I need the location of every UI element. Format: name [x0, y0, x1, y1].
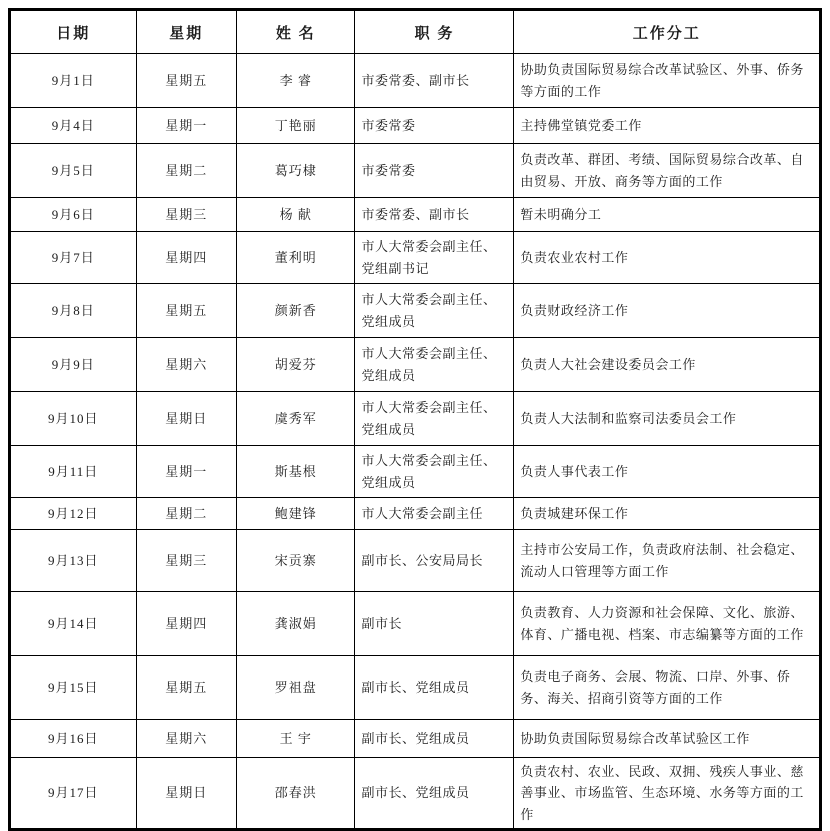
cell-position: 市人大常委会副主任、党组成员 [355, 338, 514, 392]
cell-name: 丁艳丽 [237, 108, 355, 144]
cell-weekday: 星期二 [136, 498, 237, 530]
cell-name: 宋贡寨 [237, 530, 355, 592]
table-row [10, 338, 821, 392]
table-row [10, 108, 821, 144]
cell-weekday: 星期一 [136, 108, 237, 144]
cell-duty: 负责教育、人力资源和社会保障、文化、旅游、体育、广播电视、档案、市志编纂等方面的工作 [514, 592, 821, 656]
cell-date: 9月4日 [10, 108, 137, 144]
cell-name: 董利明 [237, 232, 355, 284]
header-position: 职 务 [355, 10, 514, 54]
cell-duty: 负责改革、群团、考绩、国际贸易综合改革、自由贸易、开放、商务等方面的工作 [514, 144, 821, 198]
cell-name: 杨 献 [237, 198, 355, 232]
cell-weekday: 星期日 [136, 758, 237, 830]
table-row [10, 284, 821, 338]
cell-weekday: 星期日 [136, 392, 237, 446]
cell-position: 市委常委 [355, 108, 514, 144]
cell-duty: 协助负责国际贸易综合改革试验区、外事、侨务等方面的工作 [514, 54, 821, 108]
cell-name: 李 睿 [237, 54, 355, 108]
cell-weekday: 星期四 [136, 592, 237, 656]
table-row [10, 198, 821, 232]
cell-duty: 协助负责国际贸易综合改革试验区工作 [514, 720, 821, 758]
cell-weekday: 星期三 [136, 530, 237, 592]
cell-date: 9月16日 [10, 720, 137, 758]
cell-date: 9月10日 [10, 392, 137, 446]
cell-name: 邵春洪 [237, 758, 355, 830]
cell-name: 胡爱芬 [237, 338, 355, 392]
table-header-row [10, 10, 821, 54]
cell-date: 9月1日 [10, 54, 137, 108]
cell-position: 副市长、党组成员 [355, 656, 514, 720]
cell-duty: 暂未明确分工 [514, 198, 821, 232]
cell-name: 颜新香 [237, 284, 355, 338]
cell-weekday: 星期四 [136, 232, 237, 284]
table-row [10, 592, 821, 656]
cell-position: 市人大常委会副主任 [355, 498, 514, 530]
cell-weekday: 星期五 [136, 284, 237, 338]
table-row [10, 54, 821, 108]
cell-duty: 负责财政经济工作 [514, 284, 821, 338]
cell-duty: 负责农业农村工作 [514, 232, 821, 284]
cell-weekday: 星期六 [136, 720, 237, 758]
cell-weekday: 星期五 [136, 54, 237, 108]
cell-duty: 负责人大法制和监察司法委员会工作 [514, 392, 821, 446]
cell-duty: 负责人事代表工作 [514, 446, 821, 498]
cell-date: 9月11日 [10, 446, 137, 498]
cell-date: 9月14日 [10, 592, 137, 656]
cell-duty: 主持市公安局工作，负责政府法制、社会稳定、流动人口管理等方面工作 [514, 530, 821, 592]
cell-date: 9月7日 [10, 232, 137, 284]
cell-date: 9月5日 [10, 144, 137, 198]
cell-weekday: 星期一 [136, 446, 237, 498]
cell-duty: 负责城建环保工作 [514, 498, 821, 530]
cell-position: 市人大常委会副主任、党组成员 [355, 392, 514, 446]
cell-name: 斯基根 [237, 446, 355, 498]
cell-name: 王 宇 [237, 720, 355, 758]
cell-position: 副市长、党组成员 [355, 758, 514, 830]
cell-position: 市委常委、副市长 [355, 198, 514, 232]
table-row [10, 530, 821, 592]
cell-name: 虞秀军 [237, 392, 355, 446]
cell-position: 市委常委 [355, 144, 514, 198]
table-row [10, 498, 821, 530]
table-row [10, 144, 821, 198]
cell-name: 鲍建锋 [237, 498, 355, 530]
table-row [10, 656, 821, 720]
cell-position: 市人大常委会副主任、党组成员 [355, 284, 514, 338]
cell-date: 9月9日 [10, 338, 137, 392]
header-weekday: 星期 [136, 10, 237, 54]
cell-date: 9月17日 [10, 758, 137, 830]
cell-position: 市委常委、副市长 [355, 54, 514, 108]
cell-date: 9月6日 [10, 198, 137, 232]
table-row [10, 232, 821, 284]
table-row [10, 720, 821, 758]
cell-weekday: 星期二 [136, 144, 237, 198]
cell-weekday: 星期六 [136, 338, 237, 392]
cell-date: 9月15日 [10, 656, 137, 720]
cell-name: 葛巧棣 [237, 144, 355, 198]
cell-date: 9月13日 [10, 530, 137, 592]
table-row [10, 758, 821, 830]
cell-weekday: 星期五 [136, 656, 237, 720]
cell-duty: 负责农村、农业、民政、双拥、残疾人事业、慈善事业、市场监管、生态环境、水务等方面的工作 [514, 758, 821, 830]
cell-date: 9月12日 [10, 498, 137, 530]
cell-duty: 负责人大社会建设委员会工作 [514, 338, 821, 392]
work-division-table [8, 8, 822, 831]
table-row [10, 446, 821, 498]
cell-date: 9月8日 [10, 284, 137, 338]
cell-name: 龚淑娟 [237, 592, 355, 656]
cell-position: 副市长、公安局局长 [355, 530, 514, 592]
cell-weekday: 星期三 [136, 198, 237, 232]
cell-duty: 主持佛堂镇党委工作 [514, 108, 821, 144]
header-date: 日期 [10, 10, 137, 54]
cell-position: 副市长、党组成员 [355, 720, 514, 758]
cell-position: 副市长 [355, 592, 514, 656]
cell-name: 罗祖盘 [237, 656, 355, 720]
header-duty: 工作分工 [514, 10, 821, 54]
header-name: 姓 名 [237, 10, 355, 54]
cell-duty: 负责电子商务、会展、物流、口岸、外事、侨务、海关、招商引资等方面的工作 [514, 656, 821, 720]
cell-position: 市人大常委会副主任、党组成员 [355, 446, 514, 498]
cell-position: 市人大常委会副主任、党组副书记 [355, 232, 514, 284]
table-row [10, 392, 821, 446]
